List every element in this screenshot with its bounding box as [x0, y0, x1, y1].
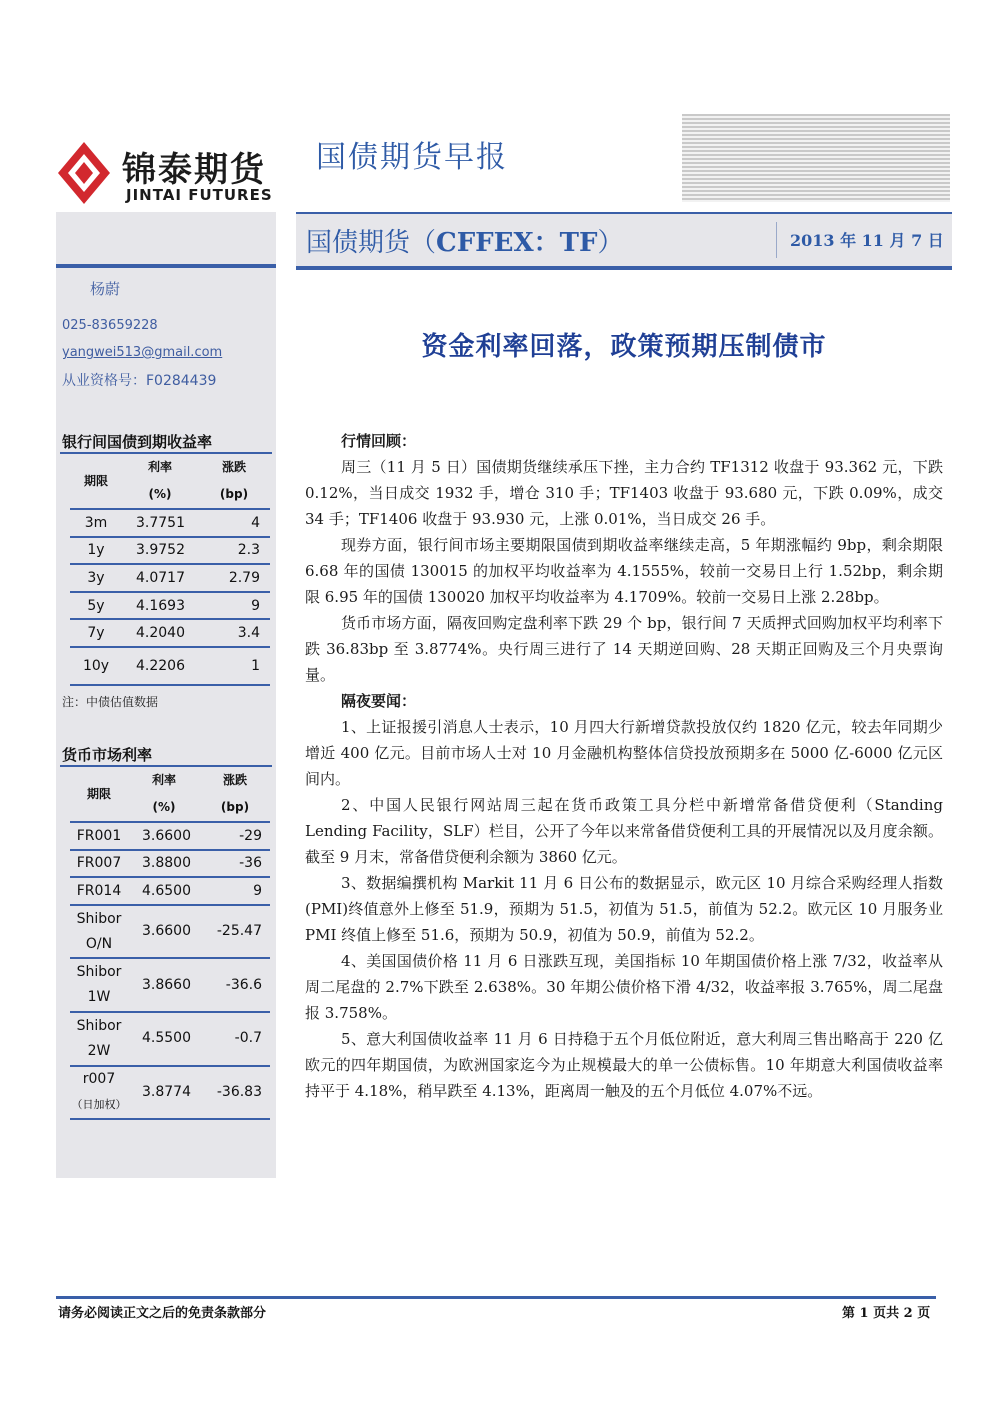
page-number: 第 1 页共 2 页 — [842, 1306, 931, 1321]
sidebar-divider — [56, 264, 276, 268]
table-header-row — [70, 454, 270, 509]
paragraph: 周三（11 月 5 日）国债期货继续承压下挫，主力合约 TF1312 收盘于 93.362 元，下跌 0.12%，当日成交 1932 手，增仓 310 手；TF1403 收盘于 93.680 元，下跌 0.09%，成交 34 手；TF1406 收盘于 93.930 元，上涨 0.01%，当日成交 26 手。 — [305, 458, 943, 528]
table-row: Shibor O/N 3.6600 -25.47 — [70, 905, 270, 959]
analyst-phone: 025-83659228 — [62, 318, 158, 333]
analyst-email-link[interactable]: yangwei513@gmail.com — [62, 345, 223, 360]
footer-rule — [56, 1296, 936, 1299]
logo-chinese-name: 锦泰期货 — [122, 150, 266, 190]
section-heading-overnight-news: 隔夜要闻： — [341, 692, 417, 710]
money-market-title: 货币市场利率 — [62, 746, 153, 764]
table-row: 1y 3.9752 2.3 — [70, 537, 270, 565]
bond-yield-title: 银行间国债到期收益率 — [62, 433, 213, 451]
decorative-stripes — [682, 114, 950, 202]
article-body — [305, 428, 943, 1104]
table-header-row — [70, 767, 270, 822]
header-change: 涨跌 (bp) — [200, 767, 270, 822]
table-row: 7y 4.2040 3.4 — [70, 619, 270, 647]
table-row: 3m 3.7751 4 — [70, 509, 270, 537]
table-row: 10y 4.2206 1 — [70, 647, 270, 685]
paragraph: 5、意大利国债收益率 11 月 6 日持稳于五个月低位附近，意大利周三售出略高于 220 亿欧元的四年期国债，为欧洲国家迄今为止规模最大的单一公债标售。10 年期意大利国债收益率持平于 4.18%，稍早跌至 4.13%，距离周一触及的五个月低位 4.07%不远。 — [305, 1030, 943, 1100]
table-row: Shibor 1W 3.8660 -36.6 — [70, 958, 270, 1012]
title-band-bottom-rule — [296, 266, 952, 270]
logo-english-name: JINTAI FUTURES — [126, 186, 273, 204]
table-row: 5y 4.1693 9 — [70, 592, 270, 620]
table-row: FR007 3.8800 -36 — [70, 850, 270, 878]
company-logo — [56, 140, 278, 206]
table-row: FR014 4.6500 9 — [70, 877, 270, 905]
report-title: 国债期货早报 — [316, 140, 508, 175]
header-term: 期限 — [70, 767, 128, 822]
header-change: 涨跌 (bp) — [198, 454, 270, 509]
header-rate: 利率 (%) — [122, 454, 198, 509]
header-term: 期限 — [70, 454, 122, 509]
paragraph: 货币市场方面，隔夜回购定盘利率下跌 29 个 bp，银行间 7 天质押式回购加权平均利率下跌 36.83bp 至 3.8774%。央行周三进行了 14 天期逆回购、28 天期正回购及三个月央票询量。 — [305, 614, 943, 684]
table-row: r007 （日加权） 3.8774 -36.83 — [70, 1066, 270, 1120]
product-title: 国债期货（CFFEX：TF） — [306, 228, 624, 258]
paragraph: 1、上证报援引消息人士表示，10 月四大行新增贷款投放仅约 1820 亿元，较去年同期少增近 400 亿元。目前市场人士对 10 月金融机构整体信贷投放预期多在 5000 亿-6000 亿元区间内。 — [305, 718, 943, 788]
table-row: 3y 4.0717 2.79 — [70, 564, 270, 592]
data-source-note: 注：中债估值数据 — [62, 695, 159, 709]
header-rate: 利率 (%) — [128, 767, 200, 822]
title-band-top-rule — [296, 212, 952, 214]
paragraph: 2、中国人民银行网站周三起在货币政策工具分栏中新增常备借贷便利（Standing Lending Facility，SLF）栏目，公开了今年以来常备借贷便利工具的开展情况以及月度余额。截至 9 月末，常备借贷便利余额为 3860 亿元。 — [305, 796, 943, 866]
analyst-name: 杨蔚 — [90, 280, 121, 298]
paragraph: 现券方面，银行间市场主要期限国债到期收益率继续走高，5 年期涨幅约 9bp，剩余期限 6.68 年的国债 130015 的加权平均收益率为 4.1555%，较前一交易日上行 1.52bp，剩余期限 6.95 年的国债 130020 加权平均收益率为 4.1709%。较前一交易日上涨 2.28bp。 — [305, 536, 943, 606]
report-date: 2013 年 11 月 7 日 — [790, 231, 944, 250]
section-heading-market-review: 行情回顾： — [341, 432, 417, 450]
paragraph: 3、数据编撰机构 Markit 11 月 6 日公布的数据显示，欧元区 10 月综合采购经理人指数(PMI)终值意外上修至 51.9，预期为 51.5，初值为 51.5，前值为 52.2。欧元区 10 月服务业 PMI 终值上修至 51.6，预期为 50.9，初值为 50.9，前值为 52.2。 — [305, 874, 943, 944]
headline: 资金利率回落，政策预期压制债市 — [421, 332, 827, 362]
title-band-separator — [776, 222, 777, 258]
paragraph: 4、美国国债价格 11 月 6 日涨跌互现，美国指标 10 年期国债价格上涨 7/32，收益率从周二尾盘的 2.7%下跌至 2.638%。30 年期公债价格下滑 4/32，收益率报 3.765%，周二尾盘报 3.758%。 — [305, 952, 943, 1022]
analyst-certificate: 从业资格号：F0284439 — [62, 373, 217, 389]
table-row: Shibor 2W 4.5500 -0.7 — [70, 1012, 270, 1066]
bond-yield-table — [70, 454, 270, 686]
footer-disclaimer: 请务必阅读正文之后的免责条款部分 — [58, 1306, 267, 1321]
money-market-table — [70, 767, 270, 1120]
logo-mark-icon — [56, 140, 112, 206]
table-row: FR001 3.6600 -29 — [70, 822, 270, 850]
